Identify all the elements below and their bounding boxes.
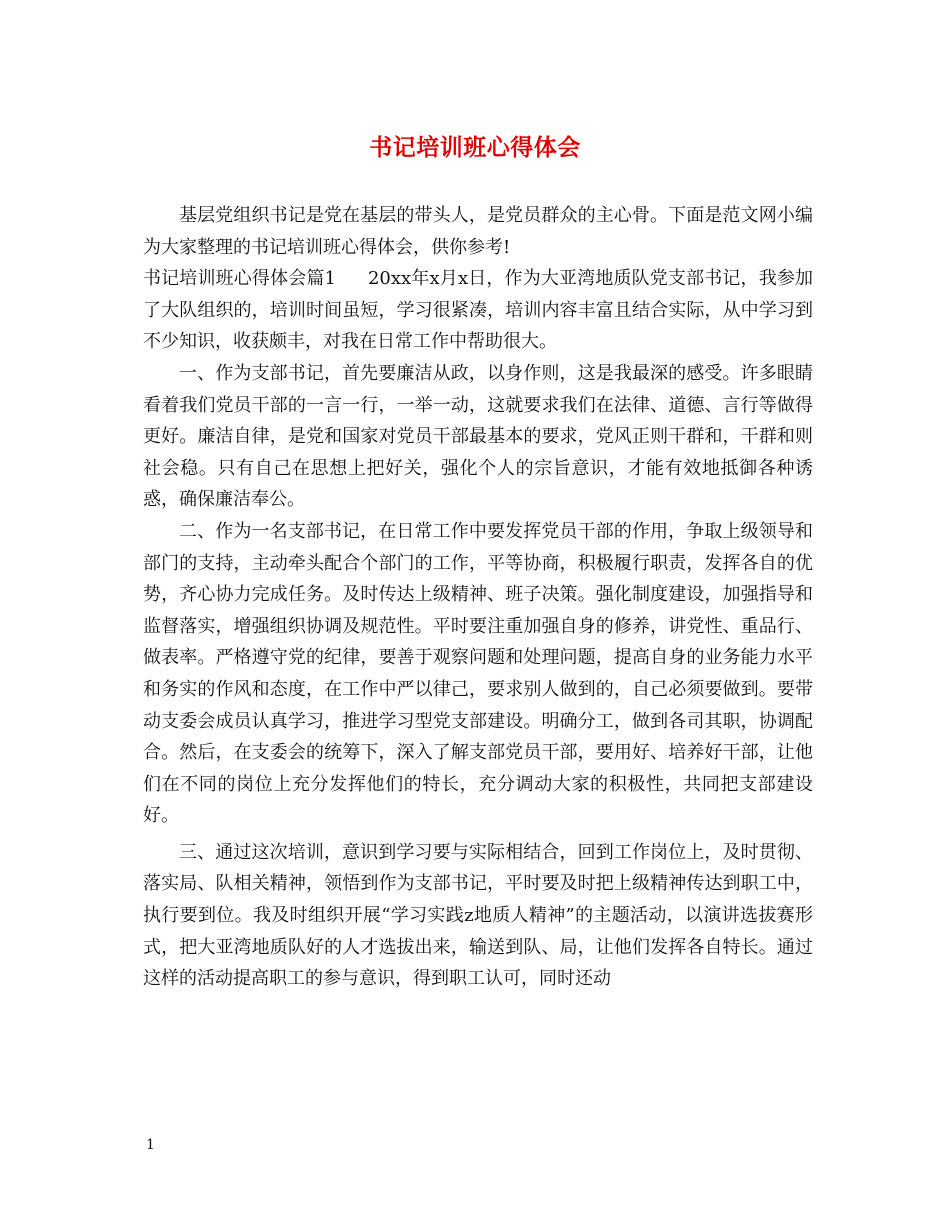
article-first-paragraph: [143, 263, 813, 358]
paragraph-4: 三、通过这次培训，意识到学习要与实际相结合，回到工作岗位上，及时贯彻、落实局、队相关精神，领悟到作为支部书记，平时要及时把上级精神传达到职工中，执行要到位。我及时组织开展“学习实践z地质人精神”的主题活动，以演讲选拔赛形式，把大亚湾地质队好的人才选拔出来，输送到队、局，让他们发挥各自特长。通过这样的活动提高职工的参与意识，得到职工认可，同时还动: [143, 841, 813, 990]
document-title: 书记培训班心得体会: [369, 134, 581, 161]
paragraph-3: 二、作为一名支部书记，在日常工作中要发挥党员干部的作用，争取上级领导和部门的支持，主动牵头配合个部门的工作，平等协商，积极履行职责，发挥各自的优势，齐心协力完成任务。及时传达上级精神、班子决策。强化制度建设，加强指导和监督落实，增强组织协调及规范性。平时要注重加强自身的修养，讲党性、重品行、做表率。严格遵守党的纪律，要善于观察问题和处理问题，提高自身的业务能力水平和务实的作风和态度，在工作中严以律己，要求别人做到的，自己必须要做到。要带动支委会成员认真学习，推进学习型党支部建设。明确分工，做到各司其职，协调配合。然后，在支委会的统筹下，深入了解支部党员干部，要用好、培养好干部，让他们在不同的岗位上充分发挥他们的特长，充分调动大家的积极性，共同把支部建设好。: [143, 520, 813, 827]
paragraph-1: 20xx年x月x日，作为大亚湾地质队党支部书记，我参加了大队组织的，培训时间虽短，学习很紧凑，培训内容丰富且结合实际，从中学习到不少知识，收获颇丰，对我在日常工作中帮助很大。: [143, 268, 813, 353]
paragraph-2: 一、作为支部书记，首先要廉洁从政，以身作则，这是我最深的感受。许多眼睛看着我们党员干部的一言一行，一举一动，这就要求我们在法律、道德、言行等做得更好。廉洁自律，是党和国家对党员干部最基本的要求，党风正则干群和，干群和则社会稳。只有自己在思想上把好关，强化个人的宗旨意识，才能有效地抵御各种诱惑，确保廉洁奉公。: [143, 362, 813, 511]
intro-paragraph: 基层党组织书记是党在基层的带头人，是党员群众的主心骨。下面是范文网小编为大家整理的书记培训班心得体会，供你参考!: [143, 205, 813, 258]
page-number: 1: [146, 1137, 155, 1153]
document-body: [143, 200, 813, 995]
article-label: 书记培训班心得体会篇1: [143, 268, 336, 290]
